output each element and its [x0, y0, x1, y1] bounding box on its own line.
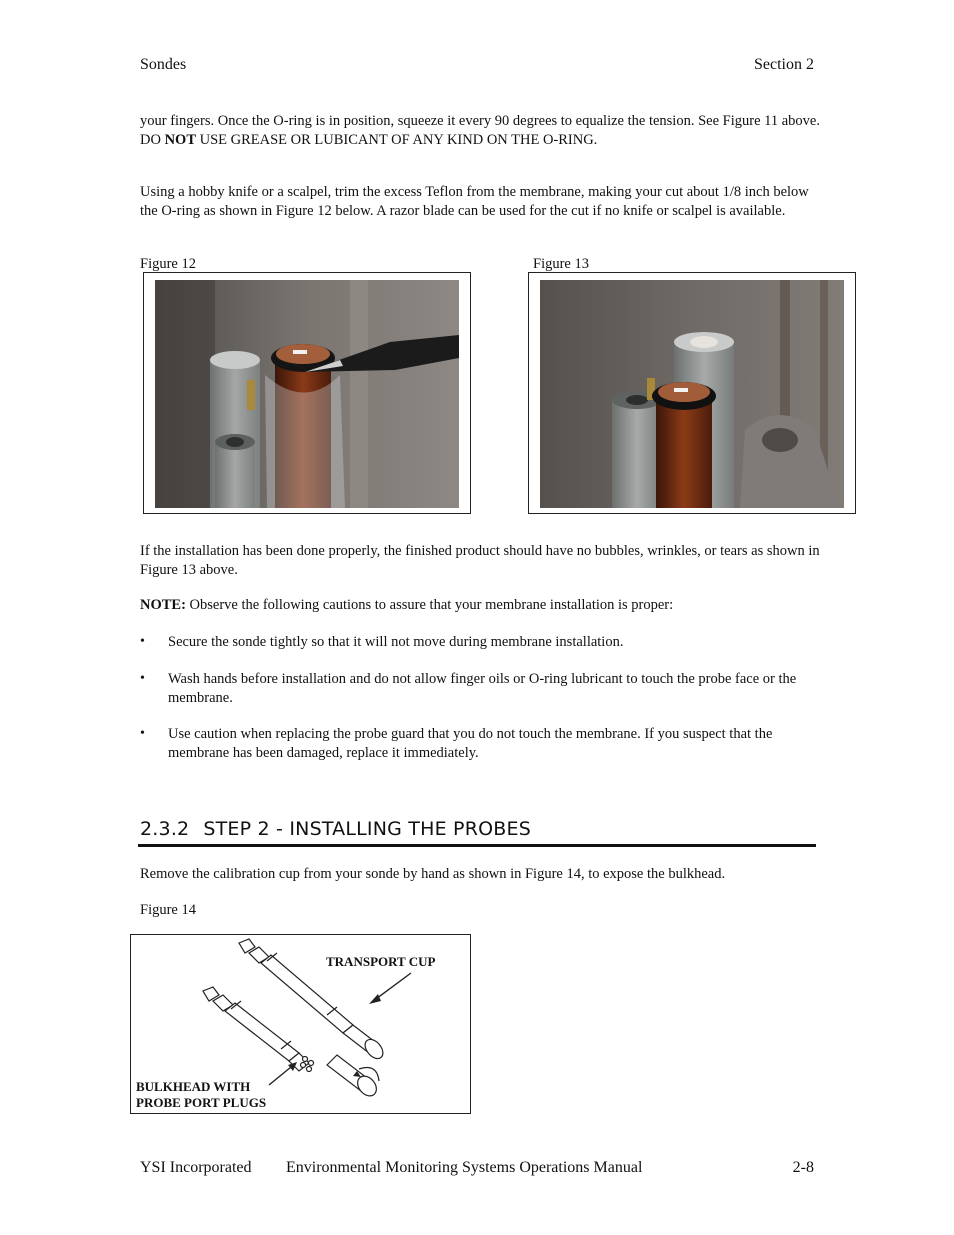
- section-rule: [138, 844, 816, 847]
- bullet-text: Secure the sonde tightly so that it will not move during membrane installation.: [168, 634, 624, 650]
- bullet-symbol: •: [140, 634, 145, 649]
- section-heading: [140, 818, 531, 840]
- figure-13-frame: [528, 272, 856, 514]
- bullet-text: Wash hands before installation and do not allow finger oils or O-ring lubricant to touch the probe face or the membrane.: [168, 671, 797, 706]
- paragraph-oring-text-2: USE GREASE OR LUBICANT OF ANY KIND ON THE O-RING.: [196, 131, 598, 148]
- paragraph-result: If the installation has been done properly, the finished product should have no bubbles, wrinkles, or tears as shown in Figure 13 above.: [140, 543, 820, 578]
- header-right: Section 2: [754, 56, 814, 73]
- paragraph-trim: Using a hobby knife or a scalpel, trim the excess Teflon from the membrane, making your cut about 1/8 inch below the O-ring as shown in Figure 12 below. A razor blade can be used for the cut if no knife or scalpel is available.: [140, 184, 809, 219]
- paragraph-oring: [140, 112, 820, 149]
- figure-14-caption: Figure 14: [140, 902, 196, 918]
- header-left: Sondes: [140, 56, 187, 73]
- footer-manual-title: Environmental Monitoring Systems Operations Manual: [286, 1159, 643, 1176]
- paragraph-remove-cup: Remove the calibration cup from your sonde by hand as shown in Figure 14, to expose the bulkhead.: [140, 866, 726, 882]
- bulkhead-label: [136, 1079, 266, 1111]
- paragraph-oring-text: your fingers. Once the O-ring is in position, squeeze it every 90 degrees to equalize the tension. See Figure 11 above. DO: [140, 113, 820, 148]
- figure-12-photo: [155, 280, 459, 508]
- figure-13-photo: [540, 280, 844, 508]
- footer-page-number: 2-8: [792, 1159, 814, 1176]
- figure-12-frame: [143, 272, 471, 514]
- bullet-symbol: •: [140, 726, 145, 741]
- transport-cup-label: TRANSPORT CUP: [326, 954, 436, 969]
- section-number: 2.3.2: [140, 818, 190, 840]
- note-label: NOTE:: [140, 597, 186, 613]
- note-text: Observe the following cautions to assure that your membrane installation is proper:: [185, 597, 674, 613]
- bulkhead-label-line-2: PROBE PORT PLUGS: [136, 1095, 267, 1110]
- note-paragraph: [140, 596, 820, 615]
- bullet-symbol: •: [140, 671, 145, 686]
- figure-13-caption: Figure 13: [533, 256, 589, 272]
- bulkhead-label-line-1: BULKHEAD WITH: [136, 1079, 251, 1094]
- paragraph-oring-bold: NOT: [164, 131, 196, 148]
- footer-company: YSI Incorporated: [140, 1159, 252, 1176]
- section-title: STEP 2 - INSTALLING THE PROBES: [203, 818, 531, 840]
- figure-14-frame: [130, 934, 471, 1114]
- figure-12-caption: Figure 12: [140, 256, 196, 272]
- bullet-text: Use caution when replacing the probe guard that you do not touch the membrane. If you suspect that the membrane has been damaged, replace it immediately.: [168, 726, 773, 761]
